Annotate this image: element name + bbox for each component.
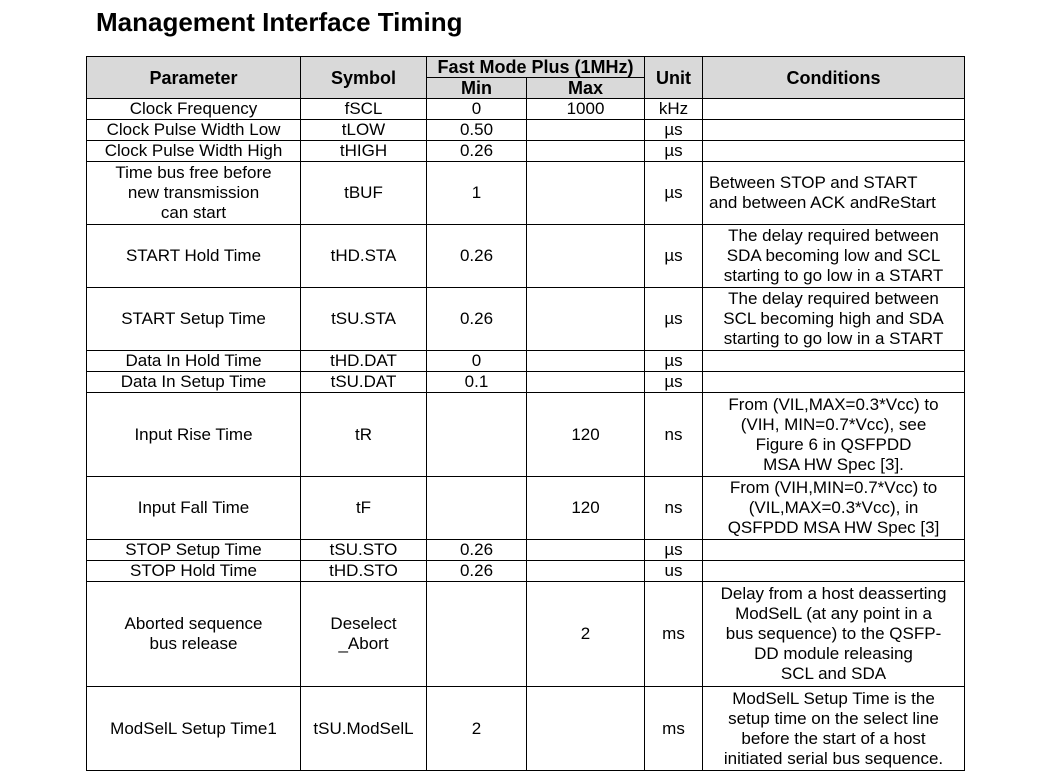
cell-symbol-line: Deselect (330, 614, 397, 633)
cell-unit: µs (645, 540, 703, 561)
cell-parameter (87, 351, 301, 372)
table-row (87, 99, 965, 120)
cell-symbol (301, 372, 427, 393)
cell-parameter (87, 99, 301, 120)
cell-parameter (87, 162, 301, 225)
header-symbol: Symbol (301, 57, 427, 99)
cell-parameter (87, 393, 301, 477)
cell-symbol-line: tLOW (341, 120, 386, 139)
cell-conditions (703, 162, 965, 225)
cell-symbol (301, 99, 427, 120)
cell-parameter-line: ModSelL Setup Time1 (110, 718, 277, 738)
cell-conditions-line: Figure 6 in QSFPDD (755, 434, 912, 454)
header-max: Max (527, 78, 645, 99)
cell-conditions-line: (VIL,MAX=0.3*Vcc), in (748, 498, 919, 517)
cell-parameter (87, 687, 301, 771)
cell-conditions (703, 99, 965, 120)
cell-parameter-line: Data In Setup Time (120, 372, 267, 391)
cell-symbol-line: tSU.STA (331, 309, 396, 328)
cell-min: 0.50 (427, 120, 527, 141)
cell-unit: ns (645, 393, 703, 477)
cell-conditions-line: From (VIL,MAX=0.3*Vcc) to (728, 394, 939, 414)
cell-parameter (87, 141, 301, 162)
cell-symbol (301, 582, 427, 687)
cell-max (527, 351, 645, 372)
table-row (87, 162, 965, 225)
table-row (87, 288, 965, 351)
cell-parameter-line: STOP Hold Time (130, 561, 257, 580)
cell-symbol (301, 687, 427, 771)
table-row (87, 120, 965, 141)
cell-conditions-line: before the start of a host (741, 728, 926, 748)
cell-min (427, 393, 527, 477)
cell-symbol-line: _Abort (338, 634, 389, 653)
cell-max (527, 120, 645, 141)
cell-conditions-line: starting to go low in a START (723, 266, 944, 285)
cell-conditions-line: QSFPDD MSA HW Spec [3] (727, 518, 940, 537)
cell-max (527, 225, 645, 288)
cell-parameter-line: new transmission (127, 183, 260, 202)
cell-conditions-line: ModSelL (at any point in a (735, 604, 932, 623)
table-row (87, 372, 965, 393)
cell-conditions-line: bus sequence) to the QSFP- (725, 624, 942, 643)
cell-min: 2 (427, 687, 527, 771)
header-conditions: Conditions (703, 57, 965, 99)
cell-min: 0.26 (427, 540, 527, 561)
cell-parameter (87, 225, 301, 288)
cell-parameter-line: can start (160, 203, 227, 222)
cell-parameter-line: STOP Setup Time (125, 540, 262, 559)
cell-conditions-line: Between STOP and START (709, 173, 918, 192)
cell-symbol-line: tHD.STO (329, 561, 398, 580)
header-min: Min (427, 78, 527, 99)
table-row (87, 540, 965, 561)
cell-unit: µs (645, 225, 703, 288)
cell-unit: ms (645, 582, 703, 687)
cell-parameter-line: START Setup Time (121, 309, 266, 328)
table-row (87, 141, 965, 162)
cell-min: 0.26 (427, 561, 527, 582)
cell-symbol-line: tSU.STO (329, 540, 398, 559)
cell-conditions (703, 351, 965, 372)
cell-conditions (703, 288, 965, 351)
header-parameter: Parameter (87, 57, 301, 99)
cell-conditions-line: starting to go low in a START (723, 329, 944, 348)
table-row (87, 687, 965, 771)
cell-conditions-line: The delay required between (728, 226, 939, 245)
cell-parameter (87, 540, 301, 561)
cell-unit: µs (645, 351, 703, 372)
cell-parameter (87, 120, 301, 141)
cell-symbol-line: tHIGH (339, 141, 388, 160)
cell-conditions-line: ModSelL Setup Time is the (732, 688, 935, 708)
cell-parameter-line: Clock Frequency (129, 99, 258, 118)
page-title: Management Interface Timing (96, 7, 463, 37)
cell-symbol (301, 141, 427, 162)
timing-table (86, 56, 965, 771)
cell-symbol (301, 351, 427, 372)
cell-parameter (87, 582, 301, 687)
cell-parameter-line: Data In Hold Time (125, 351, 262, 370)
cell-symbol-line: tR (355, 424, 372, 444)
cell-min (427, 582, 527, 687)
cell-conditions-line: SCL becoming high and SDA (723, 309, 944, 328)
cell-conditions (703, 561, 965, 582)
cell-parameter-line: Clock Pulse Width Low (106, 120, 281, 139)
cell-parameter (87, 288, 301, 351)
cell-conditions-line: Delay from a host deasserting (720, 584, 947, 603)
cell-unit: ms (645, 687, 703, 771)
cell-max (527, 687, 645, 771)
cell-symbol (301, 477, 427, 540)
cell-unit: µs (645, 120, 703, 141)
table-row (87, 477, 965, 540)
cell-parameter (87, 477, 301, 540)
cell-max (527, 162, 645, 225)
cell-conditions-line: (VIH, MIN=0.7*Vcc), see (740, 414, 927, 434)
cell-unit: µs (645, 162, 703, 225)
cell-max (527, 372, 645, 393)
cell-min: 0.1 (427, 372, 527, 393)
cell-parameter-line: Input Fall Time (137, 498, 250, 517)
cell-max (527, 540, 645, 561)
cell-symbol-line: tSU.DAT (330, 372, 397, 391)
cell-conditions (703, 477, 965, 540)
cell-symbol (301, 393, 427, 477)
cell-conditions-line: DD module releasing (754, 644, 913, 663)
cell-symbol (301, 288, 427, 351)
cell-conditions-line: SDA becoming low and SCL (726, 246, 941, 265)
cell-parameter (87, 561, 301, 582)
cell-unit: µs (645, 288, 703, 351)
cell-conditions-line: From (VIH,MIN=0.7*Vcc) to (729, 478, 938, 497)
cell-unit: ns (645, 477, 703, 540)
cell-unit: kHz (645, 99, 703, 120)
cell-conditions (703, 582, 965, 687)
cell-symbol-line: tBUF (344, 183, 383, 202)
table-row (87, 351, 965, 372)
cell-parameter-line: bus release (149, 634, 238, 653)
cell-min: 0 (427, 99, 527, 120)
table-row (87, 393, 965, 477)
header-unit: Unit (645, 57, 703, 99)
header-fast-mode-plus: Fast Mode Plus (1MHz) (427, 57, 645, 78)
cell-symbol-line: tF (355, 498, 372, 517)
cell-unit: us (645, 561, 703, 582)
cell-conditions (703, 120, 965, 141)
cell-symbol-line: tHD.STA (330, 246, 397, 265)
cell-min: 1 (427, 162, 527, 225)
cell-symbol (301, 162, 427, 225)
cell-conditions-line: MSA HW Spec [3]. (763, 454, 904, 474)
table-header (87, 57, 965, 99)
cell-symbol (301, 120, 427, 141)
cell-conditions (703, 225, 965, 288)
table-row (87, 582, 965, 687)
table-row (87, 225, 965, 288)
cell-symbol-line: tHD.DAT (330, 351, 397, 370)
cell-conditions (703, 393, 965, 477)
cell-min: 0.26 (427, 288, 527, 351)
cell-min: 0.26 (427, 225, 527, 288)
cell-symbol-line: fSCL (344, 99, 383, 118)
cell-max: 120 (527, 477, 645, 540)
cell-conditions (703, 540, 965, 561)
cell-conditions-line: SCL and SDA (780, 664, 887, 683)
cell-parameter-line: START Hold Time (125, 246, 262, 265)
cell-min (427, 477, 527, 540)
cell-min: 0.26 (427, 141, 527, 162)
cell-symbol (301, 540, 427, 561)
cell-conditions (703, 141, 965, 162)
cell-conditions-line: and between ACK andReStart (709, 193, 936, 212)
cell-conditions (703, 372, 965, 393)
cell-conditions (703, 687, 965, 771)
cell-parameter-line: Input Rise Time (134, 424, 253, 444)
cell-min: 0 (427, 351, 527, 372)
cell-symbol (301, 225, 427, 288)
cell-max: 120 (527, 393, 645, 477)
cell-parameter (87, 372, 301, 393)
cell-parameter-line: Aborted sequence (124, 614, 263, 633)
cell-conditions-line: setup time on the select line (728, 708, 939, 728)
cell-unit: µs (645, 372, 703, 393)
cell-parameter-line: Clock Pulse Width High (104, 141, 283, 160)
cell-max (527, 561, 645, 582)
cell-max (527, 288, 645, 351)
table-body (87, 99, 965, 771)
cell-conditions-line: The delay required between (728, 289, 939, 308)
cell-parameter-line: Time bus free before (115, 163, 272, 182)
cell-symbol (301, 561, 427, 582)
cell-max: 2 (527, 582, 645, 687)
cell-unit: µs (645, 141, 703, 162)
cell-conditions-line: initiated serial bus sequence. (723, 748, 944, 768)
cell-max (527, 141, 645, 162)
cell-max: 1000 (527, 99, 645, 120)
table-row (87, 561, 965, 582)
cell-symbol-line: tSU.ModSelL (313, 718, 414, 738)
